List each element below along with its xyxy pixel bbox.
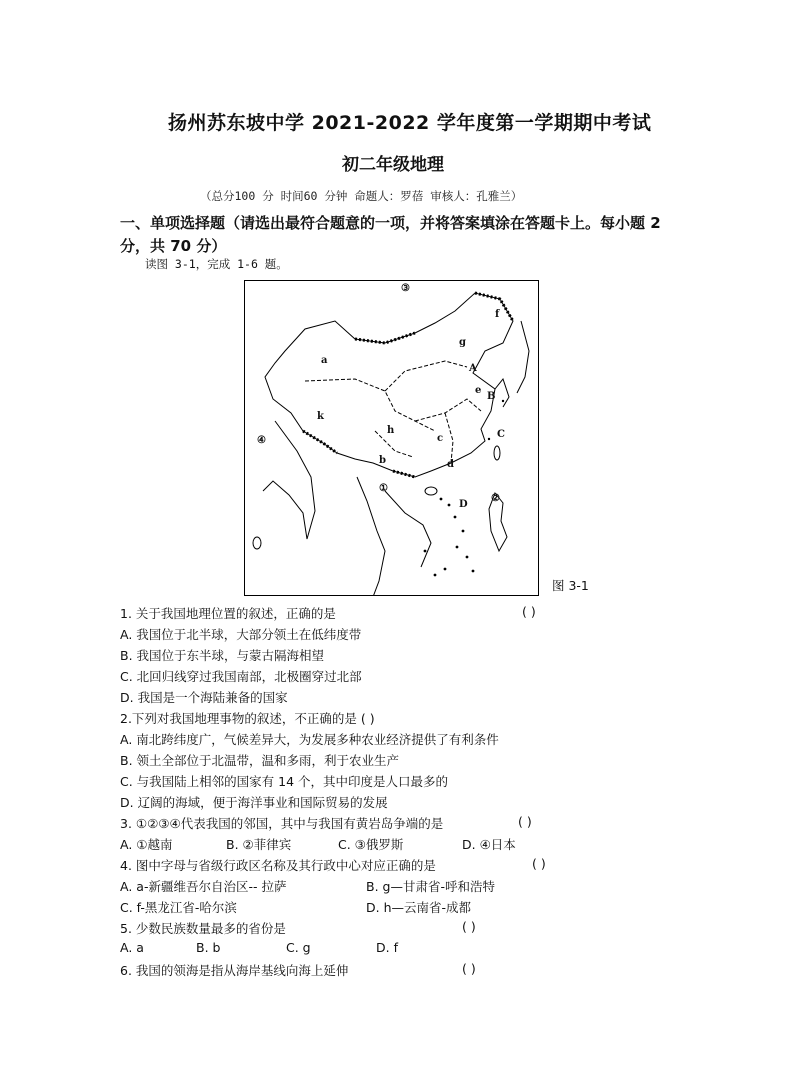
- exam-title: 扬州苏东坡中学 2021-2022 学年度第一学期期中考试: [168, 112, 652, 134]
- q4-option-a: A. a-新疆维吾尔自治区-- 拉萨: [120, 879, 287, 894]
- q6-paren: ( ): [462, 961, 476, 976]
- map-label-3: ③: [401, 283, 410, 294]
- map-label-g: g: [459, 337, 466, 348]
- q2-option-c: C. 与我国陆上相邻的国家有 14 个，其中印度是人口最多的: [120, 774, 449, 789]
- q6-stem: 6. 我国的领海是指从海岸基线向海上延伸: [120, 963, 349, 978]
- q4-option-c: C. f-黑龙江省-哈尔滨: [120, 900, 237, 915]
- section-instruction: 读图 3-1，完成 1-6 题。: [145, 257, 288, 271]
- q1-option-d: D. 我国是一个海陆兼备的国家: [120, 690, 288, 705]
- map-label-C: C: [497, 429, 505, 440]
- map-label-b: b: [379, 455, 386, 466]
- q3-option-b: B. ②菲律宾: [226, 837, 292, 852]
- q5-option-a: A. a: [120, 940, 144, 955]
- map-label-2: ②: [491, 493, 500, 504]
- map-label-1: ①: [379, 483, 388, 494]
- q1-option-b: B. 我国位于东半球，与蒙古隔海相望: [120, 648, 325, 663]
- map-label-e: e: [475, 385, 482, 396]
- q2-option-a: A. 南北跨纬度广，气候差异大，为发展多种农业经济提供了有利条件: [120, 732, 499, 747]
- q3-option-c: C. ③俄罗斯: [338, 837, 404, 852]
- map-label-c: c: [437, 433, 444, 444]
- map-figure: [244, 280, 539, 596]
- q4-option-b: B. g—甘肃省-呼和浩特: [366, 879, 495, 894]
- exam-subtitle: 初二年级地理: [342, 155, 444, 175]
- q5-option-c: C. g: [286, 940, 311, 955]
- q3-option-a: A. ①越南: [120, 837, 173, 852]
- exam-meta: （总分100 分 时间60 分钟 命题人：罗蓓 审核人：孔雅兰）: [200, 189, 523, 203]
- map-label-d: d: [447, 459, 454, 470]
- map-label-a: a: [321, 355, 328, 366]
- section-heading: 一、单项选择题（请选出最符合题意的一项，并将答案填涂在答题卡上。每小题 2 分，共 70 分）: [120, 214, 661, 255]
- q5-option-d: D. f: [376, 940, 398, 955]
- map-label-k: k: [317, 411, 324, 422]
- q3-paren: ( ): [518, 814, 532, 829]
- q4-stem: 4. 图中字母与省级行政区名称及其行政中心对应正确的是: [120, 858, 436, 873]
- map-label-B: B: [487, 391, 496, 402]
- map-label-h: h: [387, 425, 395, 436]
- q1-option-a: A. 我国位于北半球，大部分领土在低纬度带: [120, 627, 362, 642]
- q3-stem: 3. ①②③④代表我国的邻国，其中与我国有黄岩岛争端的是: [120, 816, 444, 831]
- q2-option-d: D. 辽阔的海域，便于海洋事业和国际贸易的发展: [120, 795, 388, 810]
- map-drawing: [245, 281, 539, 596]
- q4-option-d: D. h—云南省-成都: [366, 900, 472, 915]
- map-label-4: ④: [257, 435, 266, 446]
- q1-stem: 1. 关于我国地理位置的叙述，正确的是: [120, 606, 336, 621]
- q5-option-b: B. b: [196, 940, 221, 955]
- q4-paren: ( ): [532, 856, 546, 871]
- map-label-f: f: [495, 309, 500, 320]
- q1-option-c: C. 北回归线穿过我国南部，北极圈穿过北部: [120, 669, 362, 684]
- map-label-A: A: [469, 363, 477, 374]
- q1-paren: ( ): [522, 604, 536, 619]
- q2-stem: 2.下列对我国地理事物的叙述，不正确的是 ( ): [120, 711, 375, 726]
- map-caption: 图 3-1: [552, 578, 589, 593]
- q5-stem: 5. 少数民族数量最多的省份是: [120, 921, 286, 936]
- q2-option-b: B. 领土全部位于北温带，温和多雨，利于农业生产: [120, 753, 400, 768]
- map-label-D: D: [459, 499, 468, 510]
- q5-paren: ( ): [462, 919, 476, 934]
- q3-option-d: D. ④日本: [462, 837, 516, 852]
